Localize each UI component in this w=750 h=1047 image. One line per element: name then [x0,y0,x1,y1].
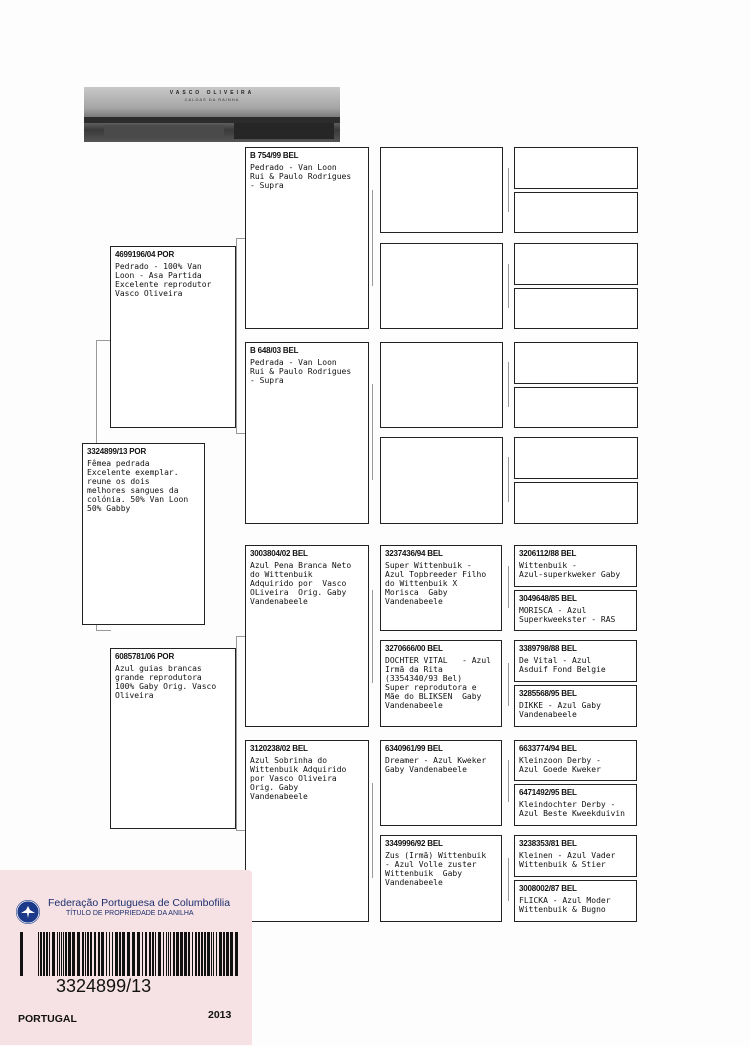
ring-year: 2013 [208,1009,232,1021]
ring-number: 3389798/88 BEL [519,644,577,653]
bird-description: DIKKE - Azul Gaby Vandenabeele [519,701,601,719]
bird-description: Super Wittenbuik - Azul Topbreeder Filho do Wittenbuik X Morisca Gaby Vandenabeele [385,561,487,606]
connector [508,858,509,901]
pedigree-card-gen4 [514,545,637,587]
pedigree-card-gen4 [514,784,637,826]
ring-number: 6340961/99 BEL [385,744,443,753]
connector [508,457,509,502]
barcode [20,932,240,976]
bird-description: De Vital - Azul Asduif Fond Belgie [519,656,606,674]
connector [508,760,509,802]
pedigree-card-gen4 [514,147,638,189]
bird-description: Zus (Irmã) Wittenbuik - Azul Volle zuster Wittenbuik Gaby Vandenabeele [385,851,487,887]
pedigree-card-gen3 [380,835,502,922]
pedigree-card-gen4 [514,342,638,384]
pedigree-card-gen3 [380,147,503,233]
bird-description: Kleinen - Azul Vader Wittenbuik & Stier [519,851,616,869]
pedigree-card-gen2 [245,740,369,922]
ring-number: 3237436/94 BEL [385,549,443,558]
federation-logo-icon [16,900,40,924]
pedigree-sire-card [110,246,236,428]
banner-building-wall [104,125,224,139]
pedigree-card-gen4 [514,243,638,285]
ring-number: 3049648/85 BEL [519,594,577,603]
bird-description: Kleindochter Derby - Azul Beste Kweekduivin [519,800,625,818]
pedigree-card-gen4 [514,835,637,877]
connector [372,190,373,286]
ring-number: 3324899/13 POR [87,447,147,456]
pedigree-card-gen4 [514,640,637,682]
ring-number: 6471492/95 BEL [519,788,577,797]
pedigree-card-gen4 [514,482,638,524]
bird-description: Kleinzoon Derby - Azul Goede Kweker [519,756,601,774]
connector [508,566,509,608]
bird-description: Azul Sobrinha do Wittenbuik Adquirido por Vasco Oliveira Orig. Gaby Vandenabeele [250,756,347,801]
ring-number: 3206112/88 BEL [519,549,577,558]
connector [372,590,373,683]
country: PORTUGAL [18,1013,77,1025]
pedigree-subject-card [82,443,205,625]
bird-description: Azul Pena Branca Neto do Wittenbuik Adquirido por Vasco OLiveira Orig. Gaby Vandenabeele [250,561,352,606]
bird-description: DOCHTER VITAL - Azul Irmã da Rita (3354340/93 Bel) Super reprodutora e Mãe do BLIKSEN Gaby Vandenabeele [385,656,491,710]
label-subtitle: TÍTULO DE PROPRIEDADE DA ANILHA [66,910,194,917]
ring-number: 3285568/95 BEL [519,689,577,698]
pedigree-card-gen3 [380,640,502,727]
banner-location: CALDAS DA RAINHA [184,97,240,102]
pedigree-card-gen2 [245,545,369,727]
bird-description: Fêmea pedrada Excelente exemplar. reune os dois melhores sangues da colónia. 50% Van Loon 50% Gabby [87,459,189,513]
banner-building-wall [234,123,334,139]
connector [508,264,509,308]
ring-number: B 754/99 BEL [250,151,299,160]
connector [96,630,111,631]
pedigree-card-gen3 [380,437,503,524]
ring-number: 4699196/04 POR [115,250,175,259]
pedigree-card-gen4 [514,288,638,329]
pedigree-card-gen2 [245,147,369,329]
pedigree-card-gen2 [245,342,369,524]
ring-number: 3120238/02 BEL [250,744,308,753]
ring-number-large: 3324899/13 [56,976,152,996]
pedigree-card-gen4 [514,740,637,781]
ring-number: B 648/03 BEL [250,346,299,355]
pedigree-card-gen3 [380,740,502,826]
connector [508,362,509,407]
bird-description: FLICKA - Azul Moder Wittenbuik & Bugno [519,896,611,914]
bird-description: Pedrado - 100% Van Loon - Asa Partida Excelente reprodutor Vasco Oliveira [115,262,212,298]
pedigree-card-gen3 [380,243,503,329]
ring-number: 3270666/00 BEL [385,644,443,653]
loft-banner [84,87,340,142]
ring-ownership-label [0,870,252,1045]
pedigree-card-gen4 [514,880,637,922]
bird-description: Wittenbuik - Azul-superkweker Gaby [519,561,621,579]
pedigree-dam-card [110,648,236,829]
pedigree-card-gen4 [514,387,638,428]
bird-description: MORISCA - Azul Superkweekster - RAS [519,606,616,624]
connector [372,384,373,480]
ring-number: 3003804/02 BEL [250,549,308,558]
ring-number: 3238353/81 BEL [519,839,577,848]
ring-number: 3008002/87 BEL [519,884,577,893]
pedigree-card-gen4 [514,437,638,479]
bird-description: Dreamer - Azul Kweker Gaby Vandenabeele [385,756,487,774]
connector [508,168,509,212]
banner-owner: VASCO OLIVEIRA [169,90,255,96]
pedigree-card-gen4 [514,685,637,727]
bird-description: Pedrado - Van Loon Rui & Paulo Rodrigues - Supra [250,163,352,190]
federation-name: Federação Portuguesa de Columbofilia [48,897,231,909]
pedigree-card-gen3 [380,342,503,428]
pedigree-card-gen4 [514,590,637,631]
connector [236,636,237,830]
connector [508,663,509,706]
connector [96,340,111,341]
pedigree-card-gen4 [514,192,638,233]
connector [236,238,237,433]
bird-description: Azul guias brancas grande reprodutora 100% Gaby Orig. Vasco Oliveira [115,664,217,700]
ring-number: 6633774/94 BEL [519,744,577,753]
ring-number: 6085781/06 POR [115,652,175,661]
bird-description: Pedrada - Van Loon Rui & Paulo Rodrigues - Supra [250,358,352,385]
ring-number: 3349996/92 BEL [385,839,443,848]
pedigree-card-gen3 [380,545,502,631]
connector [372,783,373,878]
